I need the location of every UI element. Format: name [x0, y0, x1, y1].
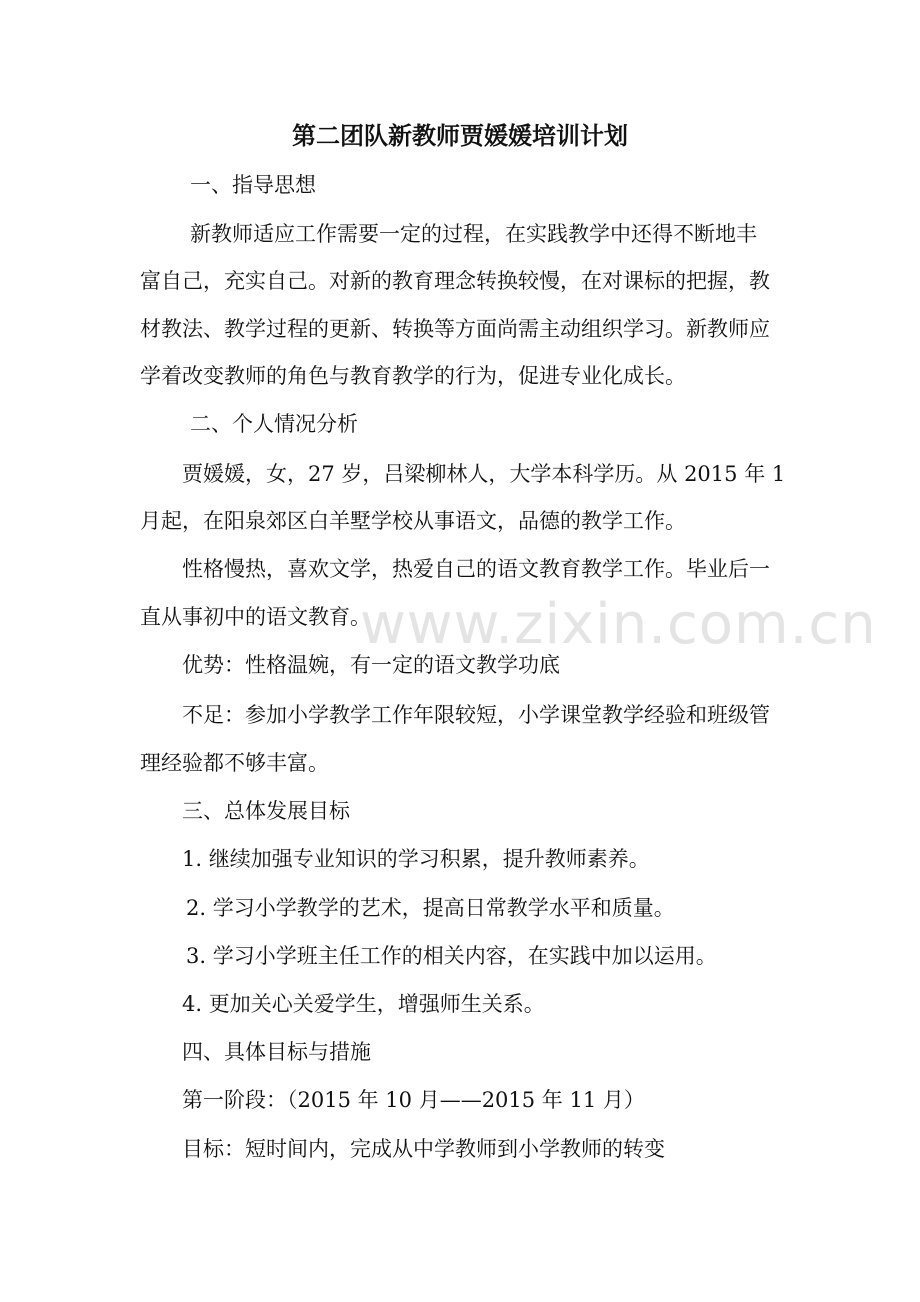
paragraph-line: 贾媛媛，女，27 岁，吕梁柳林人，大学本科学历。从 2015 年 1 — [182, 462, 786, 486]
paragraph-line: 富自己，充实自己。对新的教育理念转换较慢，在对课标的把握，教 — [140, 269, 770, 293]
paragraph-line: 材教法、教学过程的更新、转换等方面尚需主动组织学习。新教师应 — [140, 317, 770, 341]
section-heading-2: 二、个人情况分析 — [190, 412, 358, 436]
paragraph-line: 学着改变教师的角色与教育教学的行为，促进专业化成长。 — [140, 364, 686, 388]
paragraph-line: 月起，在阳泉郊区白羊墅学校从事语文，品德的教学工作。 — [140, 509, 686, 533]
paragraph-line: 新教师适应工作需要一定的过程，在实践教学中还得不断地丰 — [190, 222, 757, 246]
weaknesses-line: 不足：参加小学教学工作年限较短，小学课堂教学经验和班级管 — [182, 703, 770, 727]
section-heading-1: 一、指导思想 — [190, 173, 316, 197]
paragraph-line: 性格慢热，喜欢文学，热爱自己的语文教育教学工作。毕业后一 — [182, 557, 770, 581]
paragraph-line: 理经验都不够丰富。 — [140, 751, 329, 775]
goal-item: 1. 继续加强专业知识的学习积累，提升教师素养。 — [182, 847, 650, 871]
section-heading-3: 三、总体发展目标 — [182, 799, 350, 823]
goal-item: 3. 学习小学班主任工作的相关内容，在实践中加以运用。 — [186, 944, 717, 968]
paragraph-line: 直从事初中的语文教育。 — [140, 605, 371, 629]
watermark: www.zixin.com.cn — [360, 592, 877, 657]
document-title: 第二团队新教师贾媛媛培训计划 — [292, 121, 628, 150]
strengths-line: 优势：性格温婉，有一定的语文教学功底 — [182, 653, 560, 677]
goal-item: 4. 更加关心关爱学生，增强师生关系。 — [182, 992, 545, 1016]
phase-goal-line: 目标：短时间内，完成从中学教师到小学教师的转变 — [182, 1137, 665, 1161]
phase-heading: 第一阶段：（2015 年 10 月——2015 年 11 月） — [182, 1088, 645, 1112]
section-heading-4: 四、具体目标与措施 — [182, 1040, 371, 1064]
goal-item: 2. 学习小学教学的艺术，提高日常教学水平和质量。 — [186, 896, 675, 920]
